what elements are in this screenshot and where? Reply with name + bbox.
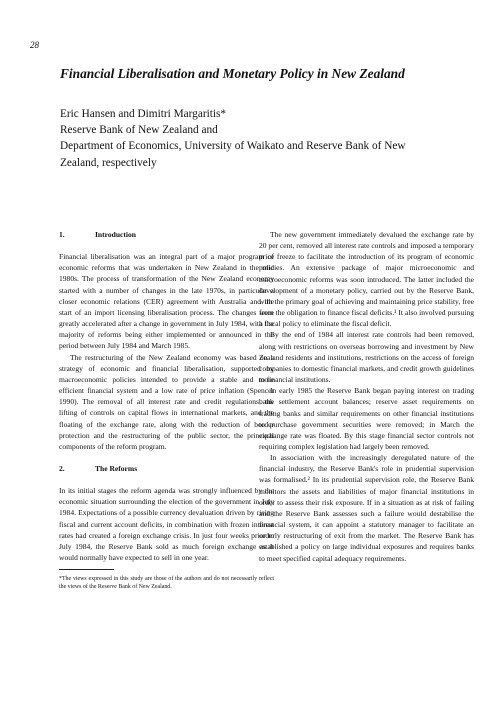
author-affiliation-3: Zealand, respectively [60, 156, 157, 169]
section-heading-introduction [59, 229, 274, 240]
section-number: 1. [59, 230, 65, 239]
footnote: *The views expressed in this study are those of the authors and do not necessarily reflect the views of the Reserve Bank of New Zealand. [59, 576, 274, 591]
author-names: Eric Hansen and Dimitri Margaritis* [60, 108, 227, 120]
author-block [60, 106, 490, 171]
section-title: The Reforms [95, 463, 138, 473]
right-column [259, 229, 474, 564]
section-title: Introduction [95, 230, 136, 239]
section-heading-reforms [59, 463, 274, 474]
article-title: Financial Liberalisation and Monetary Policy in New Zealand [60, 66, 405, 81]
author-affiliation-2: Department of Economics, University of Waikato and Reserve Bank of New [60, 140, 406, 153]
paragraph: The new government immediately devalued the exchange rate by 20 per cent, removed all interest rate controls and imposed a temporary price freeze to facilitate the introduction of its program of economic policies. An extensive package of major microeconomic and macroeconomic reforms was soon introduced. The latter included the development of a monetary policy, carried out by the Reserve Bank, with the primary goal of achieving and maintaining price stability, free from the obligation to finance fiscal deficits.¹ It also involved pursuing a fiscal policy to eliminate the fiscal deficit. [259, 230, 475, 329]
author-affiliation-1: Reserve Bank of New Zealand and [60, 124, 218, 137]
paragraph: In early 1985 the Reserve Bank began paying interest on trading bank settlement account balances; reserve asset requirements on trading banks and similar requirements on other financial institutions to purchase government securities were removed; in March the exchange rate was floated. By this stage financial sector controls not requiring complex legislation had largely been removed. [259, 386, 474, 451]
paragraph: In its initial stages the reform agenda was strongly influenced by the economic situation surrounding the election of the government in July 1984. Expectations of a possible currency devaluation driven by rising fiscal and current account deficits, in combination with frozen interest rates had created a foreign exchange crisis. In just four weeks prior to July 1984, the Reserve Bank sold as much foreign exchange as it would normally have expected to sell in one year. [59, 486, 274, 563]
page-number: 28 [30, 40, 39, 50]
section-number: 2. [59, 463, 65, 473]
paragraph: By the end of 1984 all interest rate controls had been removed, along with restrictions on overseas borrowing and investment by New Zealand residents and institutions, restrictions on the access of foreign companies to domestic financial markets, and credit growth guidelines to financial institutions. [259, 330, 474, 385]
left-column [59, 229, 274, 591]
paragraph: The restructuring of the New Zealand economy was based on a strategy of economic and financial liberalisation, supported by macroeconomic policies intended to provide a stable and more efficient financial system and a low rate of price inflation (Spencer 1990). The removal of all interest rate and credit regulations, the lifting of controls on capital flows in international markets, and the floating of the exchange rate, along with the reduction of border protection and the restructuring of the public sector, the principal components of the reform program. [59, 352, 274, 451]
footnote-rule [59, 569, 114, 570]
paragraph: Financial liberalisation was an integral part of a major program of economic reforms that was undertaken in New Zealand in the mid 1980s. The process of transformation of the New Zealand economy started with a number of changes in the late 1970s, in particular a closer economic relations (CER) agreement with Australia and the start of an import licensing liberalisation process. The changes were greatly accelerated after a change in government in July 1984, with the majority of reforms being either implemented or announced in the period between July 1984 and March 1985. [59, 252, 274, 351]
paragraph: In association with the increasingly deregulated nature of the financial industry, the Reserve Bank's role in prudential supervision was formalised.² In its prudential supervision role, the Reserve Bank monitors the assets and liabilities of major financial institutions in order to assess their risk exposure. If in a situation as at risk of failing and the Reserve Bank assesses such a failure would destabilise the financial system, it can appoint a statutory manager to facilitate an orderly restructuring of exit from the market. The Reserve Bank has established a policy on large individual exposures and requires banks to meet specified capital adequacy requirements. [259, 453, 474, 563]
